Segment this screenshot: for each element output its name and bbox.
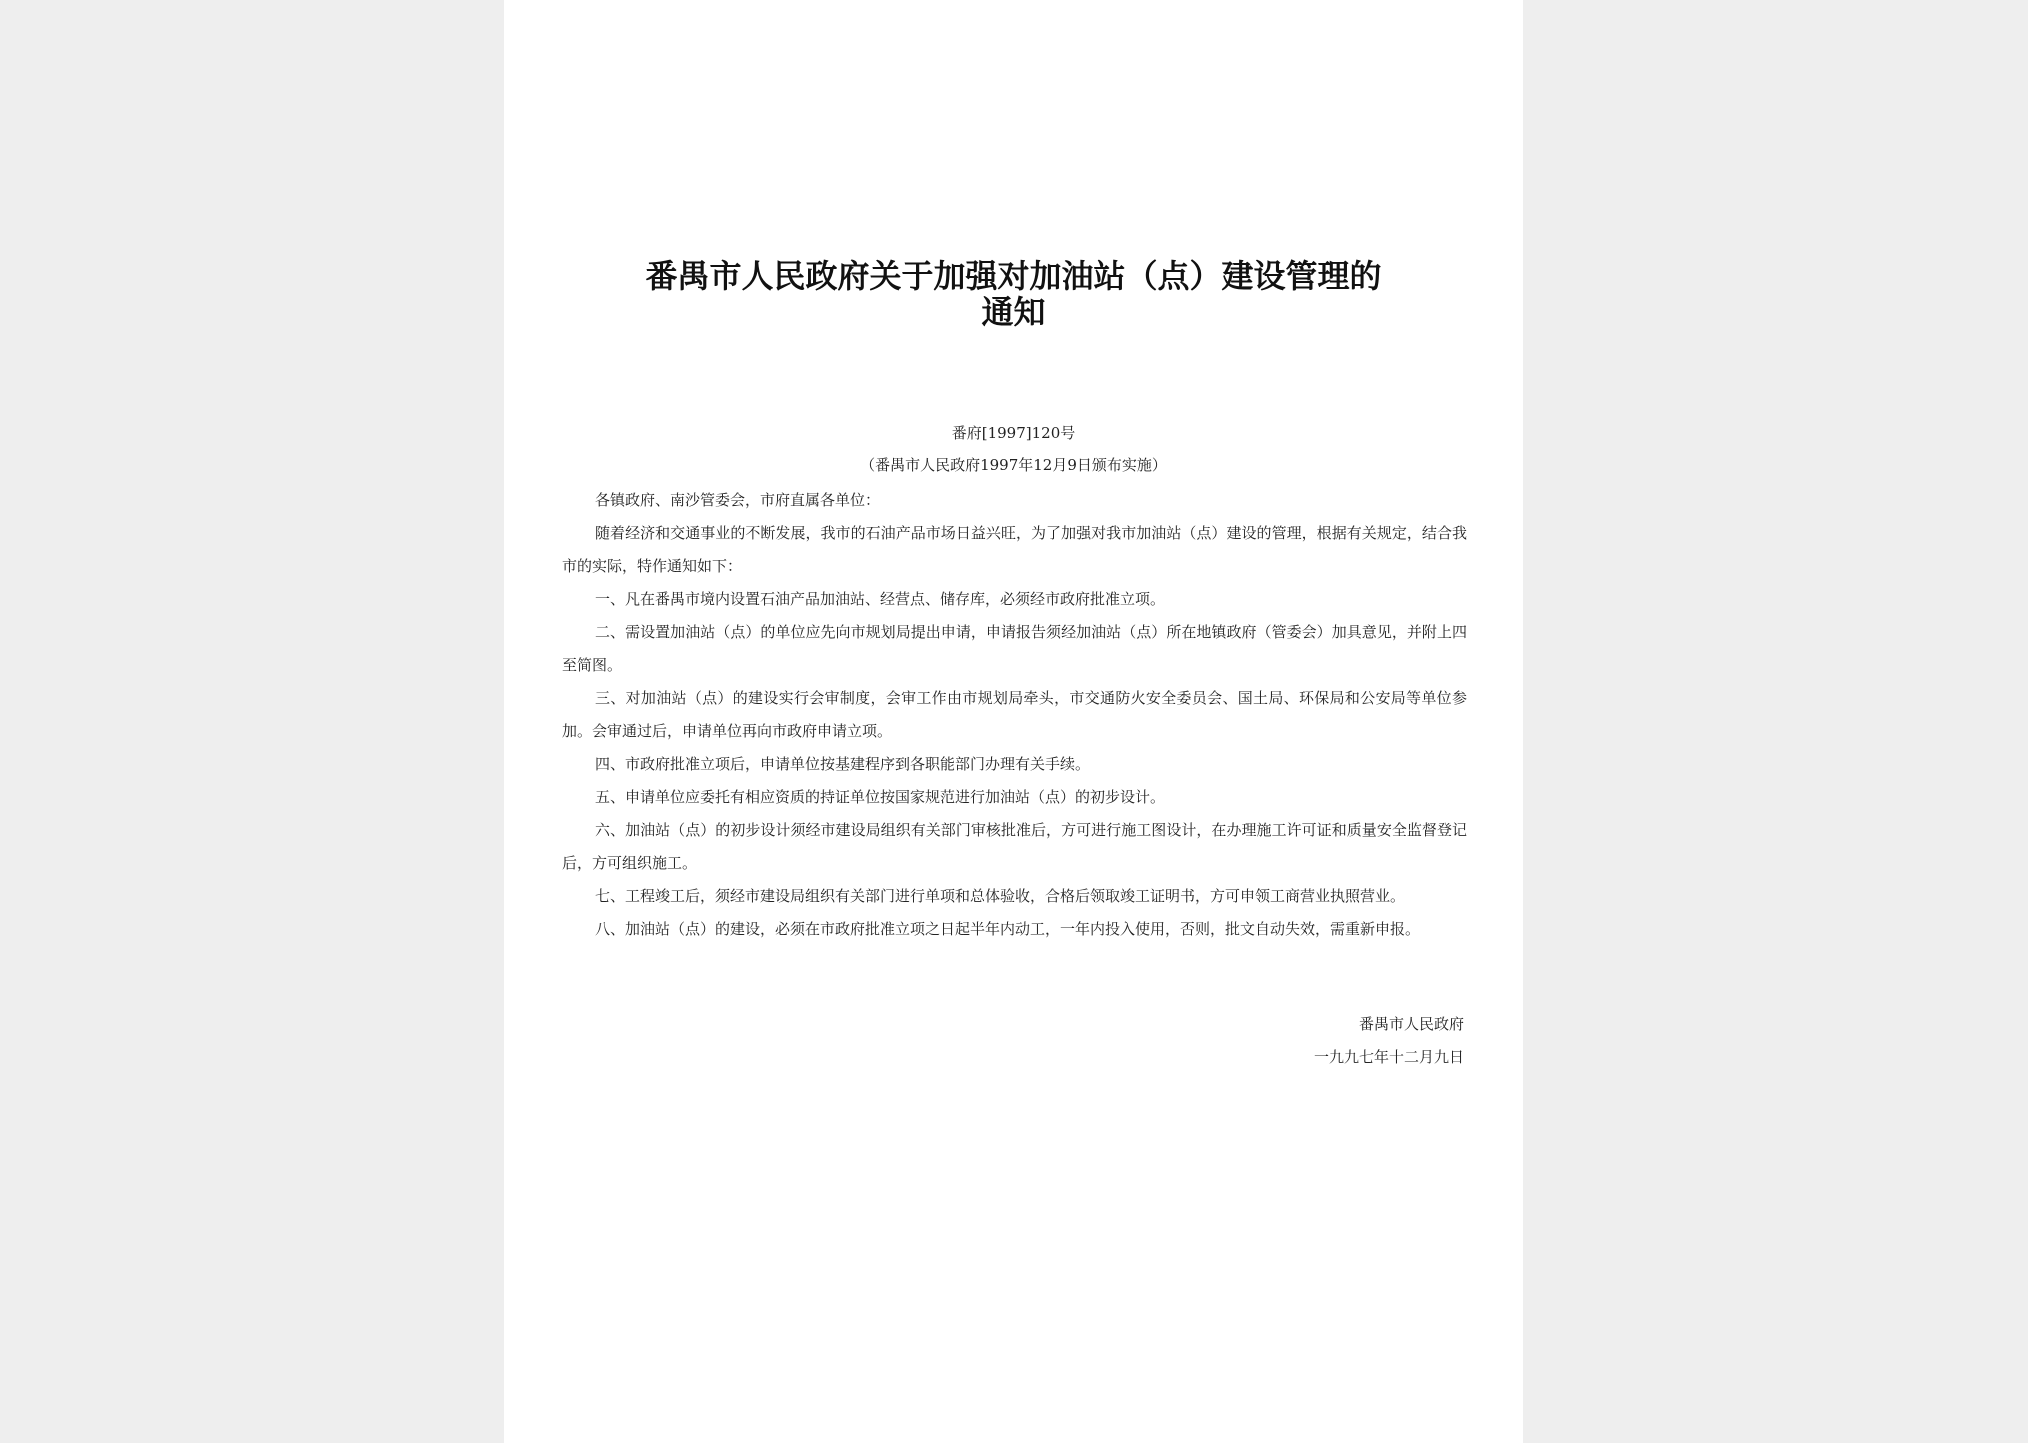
- clause-8: 八、加油站（点）的建设，必须在市政府批准立项之日起半年内动工，一年内投入使用，否则，批文自动失效，需重新申报。: [595, 920, 1421, 938]
- signature-organization: 番禺市人民政府: [1358, 1015, 1464, 1033]
- clause-3: 三、对加油站（点）的建设实行会审制度，会审工作由市规划局牵头，市交通防火安全委员会、国土局、环保局和公安局等单位参加。会审通过后，申请单位再向市政府申请立项。: [562, 689, 1467, 740]
- clause-5: 五、申请单位应委托有相应资质的持证单位按国家规范进行加油站（点）的初步设计。: [595, 788, 1166, 806]
- clause-2: 二、需设置加油站（点）的单位应先向市规划局提出申请，申请报告须经加油站（点）所在地镇政府（管委会）加具意见，并附上四至简图。: [562, 623, 1467, 674]
- salutation: 各镇政府、南沙管委会，市府直属各单位：: [595, 491, 881, 509]
- document-title-line-2: 通知: [981, 293, 1046, 331]
- clause-7: 七、工程竣工后，须经市建设局组织有关部门进行单项和总体验收，合格后领取竣工证明书，方可申领工商营业执照营业。: [595, 887, 1406, 905]
- document-title: [544, 258, 1483, 330]
- document-body: [562, 484, 1467, 946]
- issue-note: （番禺市人民政府1997年12月9日颁布实施）: [860, 456, 1167, 474]
- intro-paragraph: 随着经济和交通事业的不断发展，我市的石油产品市场日益兴旺，为了加强对我市加油站（点）建设的管理，根据有关规定，结合我市的实际，特作通知如下：: [562, 524, 1467, 575]
- clause-4: 四、市政府批准立项后，申请单位按基建程序到各职能部门办理有关手续。: [595, 755, 1091, 773]
- signature-date: 一九九七年十二月九日: [1313, 1048, 1464, 1066]
- document-page: [504, 0, 1523, 1443]
- clause-6: 六、加油站（点）的初步设计须经市建设局组织有关部门审核批准后，方可进行施工图设计，在办理施工许可证和质量安全监督登记后，方可组织施工。: [562, 821, 1467, 872]
- clause-1: 一、凡在番禺市境内设置石油产品加油站、经营点、储存库，必须经市政府批准立项。: [595, 590, 1166, 608]
- document-title-line-1: 番禺市人民政府关于加强对加油站（点）建设管理的: [645, 257, 1382, 295]
- document-number: 番府[1997]120号: [951, 424, 1076, 442]
